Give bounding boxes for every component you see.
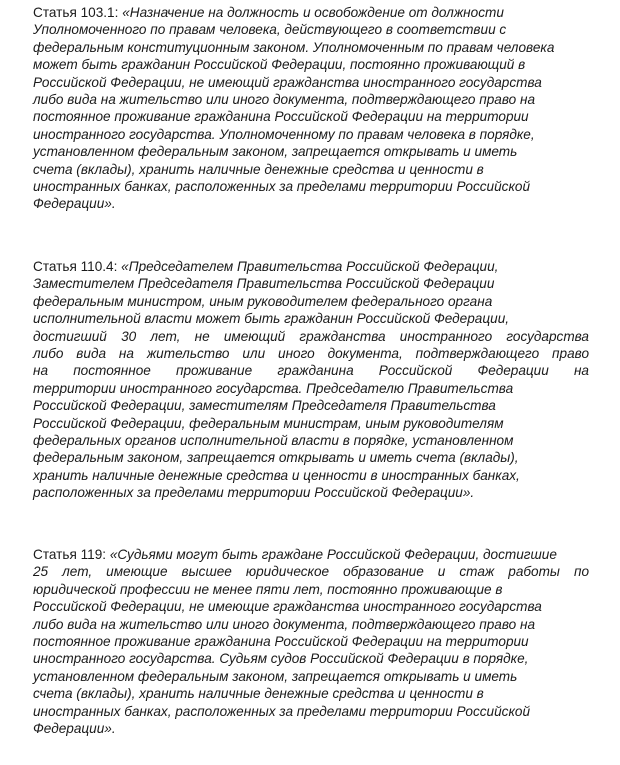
article-text-line: достигший 30 лет, не имеющий гражданства иностранного государства <box>33 328 589 344</box>
article-text-line: хранить наличные денежные средства и ценности в иностранных банках, <box>33 467 520 483</box>
article-label: Статья 103.1: <box>33 5 119 20</box>
article-text-line: Российской Федерации, не имеющие гражданства иностранного государства <box>33 599 542 615</box>
article-text-line: Российской Федерации, федеральным министрам, иным руководителям <box>33 415 504 431</box>
article-110-4 <box>33 258 589 502</box>
article-text-line: либо вида на жительство или иного документа, подтверждающего право на <box>33 616 536 632</box>
article-text-line: расположенных за пределами территории Российской Федерации». <box>33 485 475 501</box>
article-text-line: иностранных банках, расположенных за пределами территории Российской <box>33 179 531 195</box>
article-text-line: либо вида на жительство или иного документа, подтверждающего право на <box>33 92 536 108</box>
article-text-line: Федерации». <box>33 196 116 212</box>
article-text-line: Уполномоченного по правам человека, действующего в соответствии с <box>33 22 507 38</box>
article-text-line: иностранного государства. Уполномоченному по правам человека в порядке, <box>33 126 535 142</box>
article-label: Статья 119: <box>33 547 107 562</box>
article-text-line: «Судьями могут быть граждане Российской Федерации, достигшие <box>109 547 557 562</box>
article-text-line: Федерации». <box>33 721 116 737</box>
article-text-line: установленном федеральным законом, запрещается открывать и иметь <box>33 144 518 160</box>
article-text-line: постоянное проживание гражданина Российской Федерации на территории <box>33 109 529 125</box>
article-text-line: Российской Федерации, не имеющий гражданства иностранного государства <box>33 74 542 90</box>
article-text-line: может быть гражданин Российской Федерации, постоянно проживающий в <box>33 57 526 73</box>
article-text-line: Заместителем Председателя Правительства Российской Федерации <box>33 276 495 292</box>
article-text-line: «Председателем Правительства Российской Федерации, <box>121 259 499 274</box>
article-text-line: исполнительной власти может быть гражданин Российской Федерации, <box>33 311 510 327</box>
article-first-line <box>33 4 589 21</box>
article-text-line: территории иностранного государства. Председателю Правительства <box>33 380 514 396</box>
article-first-line <box>33 258 589 275</box>
article-text-line: юридической профессии не менее пяти лет, постоянно проживающие в <box>33 581 503 597</box>
article-text-line: счета (вклады), хранить наличные денежные средства и ценности в <box>33 686 484 702</box>
article-text-line: иностранного государства. Судьям судов Российской Федерации в порядке, <box>33 651 529 667</box>
article-text-line: федеральным законом, запрещается открывать и иметь счета (вклады), <box>33 450 519 466</box>
article-first-line <box>33 546 589 563</box>
article-text-line: «Назначение на должность и освобождение от должности <box>122 5 504 20</box>
article-103-1 <box>33 4 589 213</box>
article-text-line: либо вида на жительство или иного документа, подтверждающего право <box>33 346 589 362</box>
article-text-line: 25 лет, имеющие высшее юридическое образование и стаж работы по <box>33 564 589 580</box>
article-text-line: федеральных органов исполнительной власти в порядке, установленном <box>33 433 514 449</box>
article-label: Статья 110.4: <box>33 259 118 274</box>
article-text-line: на постоянное проживание гражданина Российской Федерации на <box>33 363 589 379</box>
article-text-line: постоянное проживание гражданина Российской Федерации на территории <box>33 634 529 650</box>
article-text-line: федеральным министром, иным руководителем федерального органа <box>33 293 493 309</box>
article-text-line: счета (вклады), хранить наличные денежные средства и ценности в <box>33 161 484 177</box>
article-119 <box>33 546 589 737</box>
article-text-line: установленном федеральным законом, запрещается открывать и иметь <box>33 668 518 684</box>
article-text-line: иностранных банках, расположенных за пределами территории Российской <box>33 703 531 719</box>
article-text-line: Российской Федерации, заместителям Председателя Правительства <box>33 398 496 414</box>
article-text-line: федеральным конституционным законом. Уполномоченным по правам человека <box>33 39 555 55</box>
